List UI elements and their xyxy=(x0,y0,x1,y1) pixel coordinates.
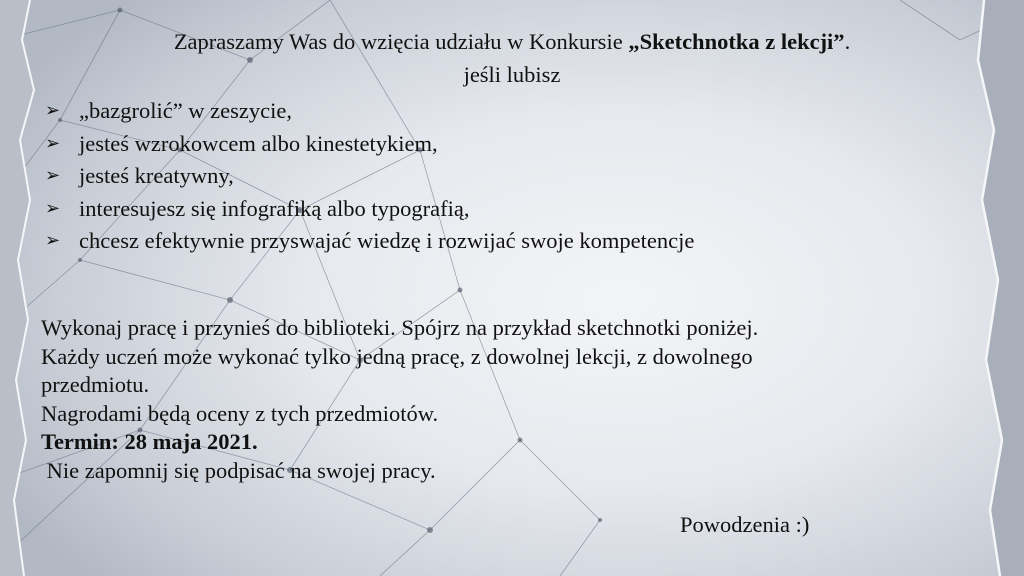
arrow-bullet-icon: ➢ xyxy=(45,197,61,219)
arrow-bullet-icon: ➢ xyxy=(45,165,61,187)
list-item-text: chcesz efektywnie przyswajać wiedzę i rozwijać swoje kompetencje xyxy=(79,228,695,253)
headline-text: Zapraszamy Was do wzięcia udziału w Konkursie xyxy=(173,29,629,54)
instructions-paragraph xyxy=(41,314,758,485)
list-item xyxy=(45,128,694,161)
subline: jeśli lubisz xyxy=(463,62,561,87)
paragraph-line: przedmiotu. xyxy=(41,372,150,397)
paragraph-line: Każdy uczeń może wykonać tylko jedną pracę, z dowolnej lekcji, z dowolnego xyxy=(41,343,753,369)
list-item-text: interesujesz się infografiką albo typografią, xyxy=(79,195,470,221)
list-item xyxy=(45,160,694,193)
arrow-bullet-icon: ➢ xyxy=(45,132,61,154)
list-item xyxy=(45,95,694,128)
invitation-headline xyxy=(0,28,1024,56)
criteria-list xyxy=(45,95,694,258)
list-item-text: „bazgrolić” w zeszycie, xyxy=(79,98,292,123)
paragraph-line: Nagrodami będą oceny z tych przedmiotów. xyxy=(41,400,439,426)
list-item xyxy=(45,193,694,226)
arrow-bullet-icon: ➢ xyxy=(45,100,61,122)
contest-name: „Sketchnotka z lekcji” xyxy=(628,29,845,54)
list-item-text: jesteś kreatywny, xyxy=(79,163,234,188)
deadline: Termin: 28 maja 2021. xyxy=(41,429,258,454)
reminder: Nie zapomnij się podpisać na swojej pracy. xyxy=(41,457,436,483)
arrow-bullet-icon: ➢ xyxy=(45,230,61,252)
list-item xyxy=(45,225,694,258)
signoff: Powodzenia :) xyxy=(680,512,810,537)
paragraph-line: Wykonaj pracę i przynieś do biblioteki. Spójrz na przykład sketchnotki poniżej. xyxy=(41,315,759,340)
list-item-text: jesteś wzrokowcem albo kinestetykiem, xyxy=(79,130,438,156)
headline-period: . xyxy=(844,29,851,54)
